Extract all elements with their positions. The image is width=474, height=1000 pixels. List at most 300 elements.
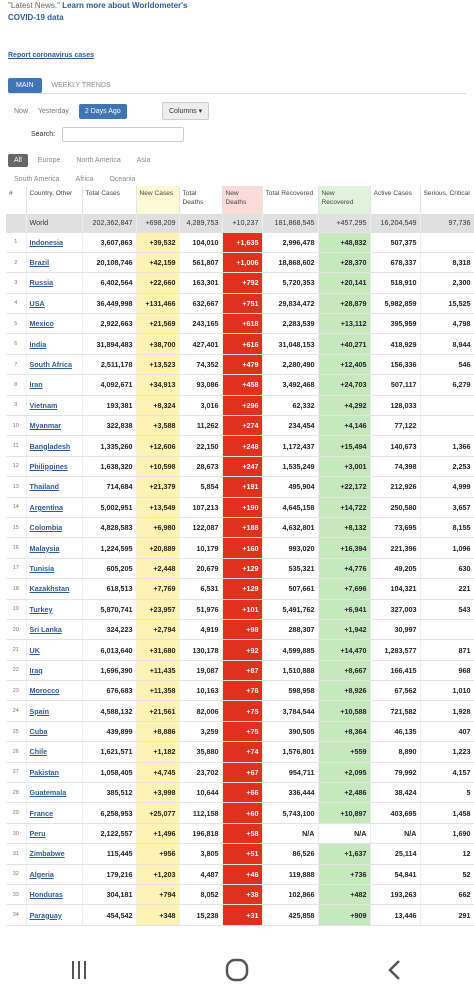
cell-serious-critical: 52 (420, 864, 474, 884)
cell-country[interactable]: Zimbabwe (26, 844, 82, 864)
table-row (6, 273, 474, 293)
cell-total-cases: 6,402,564 (82, 273, 136, 293)
cell-serious-critical: 662 (420, 885, 474, 905)
table-row (6, 395, 474, 415)
cell-serious-critical: 6,279 (420, 375, 474, 395)
cell-country[interactable]: UK (26, 640, 82, 660)
region-filter-north-america[interactable]: North America (76, 157, 121, 164)
cell-serious-critical: 2,300 (420, 273, 474, 293)
cell-total-recovered: 5,720,353 (262, 273, 318, 293)
cell-total-recovered: 29,834,472 (262, 293, 318, 313)
table-row (6, 334, 474, 354)
cell-new-recovered: +22,172 (318, 477, 370, 497)
cell-rank: 7 (6, 354, 26, 374)
cell-new-deaths: +296 (222, 395, 262, 415)
cell-new-recovered: +10,897 (318, 803, 370, 823)
cell-new-deaths: +38 (222, 885, 262, 905)
cell-rank: 1 (6, 232, 26, 252)
cell-new-recovered: +7,696 (318, 579, 370, 599)
cell-total-recovered: 336,444 (262, 783, 318, 803)
table-row (6, 579, 474, 599)
cell-total-cases: 36,449,998 (82, 293, 136, 313)
cell-country[interactable]: Tunisia (26, 558, 82, 578)
cell-country[interactable]: Sri Lanka (26, 619, 82, 639)
table-row (6, 477, 474, 497)
cell-rank: 22 (6, 660, 26, 680)
cell-rank: 25 (6, 721, 26, 741)
cell-active-cases: 67,562 (370, 681, 420, 701)
cell-new-cases: +39,532 (136, 232, 179, 252)
learn-more-link[interactable]: Learn more about Worldometer's COVID-19 data (8, 1, 188, 22)
cell-total-recovered: N/A (262, 823, 318, 843)
tab-yesterday[interactable]: Yesterday (38, 108, 69, 115)
cell-total-cases: 193,381 (82, 395, 136, 415)
cell-total-recovered: 1,535,249 (262, 456, 318, 476)
cell-rank: 21 (6, 640, 26, 660)
cell-new-deaths: +98 (222, 619, 262, 639)
table-row (6, 232, 474, 252)
cell-new-cases: +8,886 (136, 721, 179, 741)
cell-total-cases: 4,828,583 (82, 517, 136, 537)
cell-total-deaths: 4,919 (179, 619, 222, 639)
cell-rank: 6 (6, 334, 26, 354)
cell-country[interactable]: Chile (26, 742, 82, 762)
cell-serious-critical: 1,223 (420, 742, 474, 762)
cell-total-cases: 385,512 (82, 783, 136, 803)
cell-new-recovered: +20,141 (318, 273, 370, 293)
cell-country[interactable]: Vietnam (26, 395, 82, 415)
cell-new-deaths: +618 (222, 314, 262, 334)
table-row (6, 456, 474, 476)
cell-total-deaths: 561,807 (179, 252, 222, 272)
header-new-deaths[interactable]: New Deaths (222, 186, 262, 214)
header-serious-critical[interactable]: Serious, Critical (420, 186, 474, 214)
cell-rank: 28 (6, 783, 26, 803)
cell-new-cases: +2,448 (136, 558, 179, 578)
cell-total-cases: 676,683 (82, 681, 136, 701)
cell-total-deaths: 10,163 (179, 681, 222, 701)
cell-serious-critical: 1,690 (420, 823, 474, 843)
cell-total-cases: 2,511,178 (82, 354, 136, 374)
cell-rank: 20 (6, 619, 26, 639)
cell-new-recovered: +6,941 (318, 599, 370, 619)
cell-total-cases: 4,092,671 (82, 375, 136, 395)
search-input[interactable] (62, 127, 184, 142)
cell-new-cases: +1,203 (136, 864, 179, 884)
table-row (6, 844, 474, 864)
cell-total-recovered: 2,283,539 (262, 314, 318, 334)
cell-serious-critical: 5 (420, 783, 474, 803)
header-total-deaths[interactable]: Total Deaths (179, 186, 222, 214)
cell-total-deaths: 112,158 (179, 803, 222, 823)
header-new-cases[interactable]: New Cases (136, 186, 179, 214)
cell-new-cases: +13,523 (136, 354, 179, 374)
day-tabs (14, 104, 127, 119)
cell-total-cases: 179,216 (82, 864, 136, 884)
cell-serious-critical: 1,096 (420, 538, 474, 558)
cell-total-recovered: 2,996,478 (262, 232, 318, 252)
header-total-cases[interactable]: Total Cases (82, 186, 136, 214)
cell-total-recovered: 425,858 (262, 905, 318, 925)
cell-total-deaths: 107,213 (179, 497, 222, 517)
cell-new-recovered: +909 (318, 905, 370, 925)
table-body (6, 214, 474, 925)
region-filter-asia[interactable]: Asia (136, 157, 151, 164)
cell-serious-critical: 4,157 (420, 762, 474, 782)
table-row (6, 416, 474, 436)
cell-new-recovered: +3,001 (318, 456, 370, 476)
cell-country[interactable]: Cuba (26, 721, 82, 741)
cell-rank: 23 (6, 681, 26, 701)
cell-new-recovered: +736 (318, 864, 370, 884)
cell-country[interactable]: South Africa (26, 354, 82, 374)
cell-new-cases: +34,913 (136, 375, 179, 395)
cell-rank: 26 (6, 742, 26, 762)
cell-country[interactable]: Bangladesh (26, 436, 82, 456)
table-row (6, 497, 474, 517)
cell-new-recovered: +8,667 (318, 660, 370, 680)
cell-total-deaths: 163,301 (179, 273, 222, 293)
cell-total-deaths: 5,854 (179, 477, 222, 497)
cell-total-recovered: 102,866 (262, 885, 318, 905)
cell-total-recovered: 119,888 (262, 864, 318, 884)
cell-rank: 5 (6, 314, 26, 334)
cell-serious-critical (420, 619, 474, 639)
cell-new-deaths: +74 (222, 742, 262, 762)
cell-country[interactable]: Honduras (26, 885, 82, 905)
cell-new-deaths: +60 (222, 803, 262, 823)
cell-country[interactable]: USA (26, 293, 82, 313)
cell-rank: 24 (6, 701, 26, 721)
cell-active-cases: 54,841 (370, 864, 420, 884)
cell-active-cases: 327,003 (370, 599, 420, 619)
cell-serious-critical: 1,458 (420, 803, 474, 823)
cell-country[interactable]: Morocco (26, 681, 82, 701)
cell-active-cases: 518,910 (370, 273, 420, 293)
cell-new-cases: +22,660 (136, 273, 179, 293)
cell-country[interactable]: Argentina (26, 497, 82, 517)
cell-total-recovered: 3,784,544 (262, 701, 318, 721)
cell-country[interactable]: Brazil (26, 252, 82, 272)
cell-new-recovered: +14,722 (318, 497, 370, 517)
cell-new-cases: +956 (136, 844, 179, 864)
cell-new-cases: +7,769 (136, 579, 179, 599)
tab-weekly-trends[interactable]: WEEKLY TRENDS (51, 82, 111, 89)
table-row (6, 375, 474, 395)
cell-country[interactable]: Peru (26, 823, 82, 843)
cell-active-cases: 156,336 (370, 354, 420, 374)
cell-active-cases: 418,929 (370, 334, 420, 354)
cell-total-recovered: 507,661 (262, 579, 318, 599)
cell-serious-critical: 4,999 (420, 477, 474, 497)
cell-serious-critical: 546 (420, 354, 474, 374)
cell-total-deaths: 51,976 (179, 599, 222, 619)
cell-new-recovered: +24,703 (318, 375, 370, 395)
cell-active-cases: 38,424 (370, 783, 420, 803)
home-button[interactable] (207, 950, 267, 990)
cell-new-recovered: +12,405 (318, 354, 370, 374)
cell-total-cases: 714,684 (82, 477, 136, 497)
table-row (6, 619, 474, 639)
back-button[interactable] (365, 950, 425, 990)
cell-serious-critical: 543 (420, 599, 474, 619)
header-new-recovered[interactable]: New Recovered (318, 186, 370, 214)
header-total-recovered[interactable]: Total Recovered (262, 186, 318, 214)
cell-total-recovered: 234,454 (262, 416, 318, 436)
cell-active-cases: 79,992 (370, 762, 420, 782)
header-country[interactable]: Country, Other (26, 186, 82, 214)
cell-total-deaths: 19,087 (179, 660, 222, 680)
cell-country[interactable]: Algeria (26, 864, 82, 884)
cell-total-deaths: 10,644 (179, 783, 222, 803)
cell-total-deaths: 93,086 (179, 375, 222, 395)
cell-total-deaths: 632,667 (179, 293, 222, 313)
region-filter-south-america[interactable]: South America (14, 176, 60, 183)
cell-total-cases: 324,223 (82, 619, 136, 639)
top-note (8, 0, 208, 24)
cell-total-deaths: 11,262 (179, 416, 222, 436)
table-row (6, 640, 474, 660)
cell-serious-critical: 15,525 (420, 293, 474, 313)
table-row (6, 558, 474, 578)
covid-table (6, 186, 474, 926)
cell-serious-critical: 291 (420, 905, 474, 925)
cell-country[interactable]: Myanmar (26, 416, 82, 436)
cell-rank: 29 (6, 803, 26, 823)
table-row (6, 762, 474, 782)
cell-total-deaths: 122,087 (179, 517, 222, 537)
cell-new-deaths: +792 (222, 273, 262, 293)
cell-country[interactable]: France (26, 803, 82, 823)
cell-new-deaths: +129 (222, 579, 262, 599)
cell-total-cases: 618,513 (82, 579, 136, 599)
cell-total-recovered: 1,576,801 (262, 742, 318, 762)
cell-country[interactable]: Mexico (26, 314, 82, 334)
cell-country[interactable]: Pakistan (26, 762, 82, 782)
cell-total-cases: 5,870,741 (82, 599, 136, 619)
cell-rank: 10 (6, 416, 26, 436)
android-nav-bar (0, 940, 474, 1000)
cell-total-recovered: 62,332 (262, 395, 318, 415)
cell-new-cases: +23,957 (136, 599, 179, 619)
cell-new-deaths: +46 (222, 864, 262, 884)
cell-total-recovered: 993,020 (262, 538, 318, 558)
table-row (6, 823, 474, 843)
cell-rank: 15 (6, 517, 26, 537)
cell-new-cases: +38,700 (136, 334, 179, 354)
cell-new-recovered: +10,588 (318, 701, 370, 721)
cell-country[interactable]: Colombia (26, 517, 82, 537)
cell-total-deaths: 104,010 (179, 232, 222, 252)
cell-new-deaths: +188 (222, 517, 262, 537)
region-filter-oceania[interactable]: Oceania (109, 176, 136, 183)
table-row (6, 681, 474, 701)
cell-active-cases: 507,117 (370, 375, 420, 395)
cell-new-recovered: +8,926 (318, 681, 370, 701)
cell-rank (6, 214, 26, 232)
cell-serious-critical: 8,944 (420, 334, 474, 354)
back-icon (383, 958, 407, 982)
cell-rank: 34 (6, 905, 26, 925)
cell-total-deaths: 22,150 (179, 436, 222, 456)
tab-2-days-ago[interactable]: 2 Days Ago (79, 104, 127, 119)
recent-apps-icon (67, 958, 91, 982)
cell-total-deaths: 427,401 (179, 334, 222, 354)
cell-total-deaths: 196,818 (179, 823, 222, 843)
cell-total-cases: 5,002,951 (82, 497, 136, 517)
cell-total-deaths: 15,238 (179, 905, 222, 925)
table-row (6, 517, 474, 537)
cell-active-cases: 128,033 (370, 395, 420, 415)
tab-main[interactable]: MAIN (8, 78, 42, 93)
cell-total-recovered: 1,172,437 (262, 436, 318, 456)
cell-country[interactable]: Kazakhstan (26, 579, 82, 599)
cell-active-cases: 73,695 (370, 517, 420, 537)
cell-new-deaths: +479 (222, 354, 262, 374)
cell-new-cases: +21,561 (136, 701, 179, 721)
report-cases-link[interactable]: Report coronavirus cases (8, 52, 94, 59)
cell-serious-critical (420, 395, 474, 415)
cell-new-cases: +131,466 (136, 293, 179, 313)
cell-total-deaths: 3,805 (179, 844, 222, 864)
cell-country[interactable]: Guatemala (26, 783, 82, 803)
cell-new-deaths: +160 (222, 538, 262, 558)
cell-rank: 4 (6, 293, 26, 313)
cell-serious-critical: 8,155 (420, 517, 474, 537)
table-row (6, 252, 474, 272)
cell-country[interactable]: Indonesia (26, 232, 82, 252)
cell-country: World (26, 214, 82, 232)
cell-new-cases: +20,889 (136, 538, 179, 558)
cell-total-cases: 605,205 (82, 558, 136, 578)
cell-country[interactable]: Iraq (26, 660, 82, 680)
cell-rank: 18 (6, 579, 26, 599)
cell-rank: 3 (6, 273, 26, 293)
cell-total-deaths: 23,702 (179, 762, 222, 782)
cell-country[interactable]: Turkey (26, 599, 82, 619)
cell-total-deaths: 243,165 (179, 314, 222, 334)
table-row (6, 660, 474, 680)
cell-total-cases: 304,181 (82, 885, 136, 905)
cell-total-recovered: 2,280,490 (262, 354, 318, 374)
region-filter-europe[interactable]: Europe (37, 157, 61, 164)
header-rank[interactable]: # (6, 186, 26, 214)
cell-new-cases: +1,496 (136, 823, 179, 843)
cell-total-recovered: 86,526 (262, 844, 318, 864)
cell-total-recovered: 1,510,888 (262, 660, 318, 680)
cell-country[interactable]: Iran (26, 375, 82, 395)
table-row (6, 742, 474, 762)
cell-total-deaths: 6,531 (179, 579, 222, 599)
tab-divider (8, 93, 466, 94)
cell-rank: 31 (6, 844, 26, 864)
cell-total-deaths: 3,259 (179, 721, 222, 741)
table-row (6, 436, 474, 456)
cell-total-cases: 1,058,405 (82, 762, 136, 782)
cell-new-deaths: +75 (222, 721, 262, 741)
recent-apps-button[interactable] (49, 950, 109, 990)
cell-new-recovered: +4,776 (318, 558, 370, 578)
cell-country[interactable]: Spain (26, 701, 82, 721)
cell-country[interactable]: Thailand (26, 477, 82, 497)
cell-serious-critical: 3,657 (420, 497, 474, 517)
cell-rank: 32 (6, 864, 26, 884)
cell-new-recovered: +15,494 (318, 436, 370, 456)
cell-total-recovered: 4,599,885 (262, 640, 318, 660)
region-filters (8, 154, 208, 186)
cell-total-cases: 31,894,483 (82, 334, 136, 354)
cell-active-cases: 13,446 (370, 905, 420, 925)
cell-total-cases: 1,696,390 (82, 660, 136, 680)
cell-active-cases: 166,415 (370, 660, 420, 680)
header-active-cases[interactable]: Active Cases (370, 186, 420, 214)
cell-country[interactable]: Paraguay (26, 905, 82, 925)
cell-serious-critical (420, 232, 474, 252)
cell-total-recovered: 954,711 (262, 762, 318, 782)
cell-new-recovered: +1,637 (318, 844, 370, 864)
cell-rank: 16 (6, 538, 26, 558)
cell-total-recovered: 390,505 (262, 721, 318, 741)
cell-new-cases: +10,598 (136, 456, 179, 476)
cell-total-recovered: 5,743,100 (262, 803, 318, 823)
cell-new-cases: +4,745 (136, 762, 179, 782)
cell-active-cases: 77,122 (370, 416, 420, 436)
cell-total-cases: 4,588,132 (82, 701, 136, 721)
cell-country[interactable]: Philippines (26, 456, 82, 476)
cell-active-cases: 193,263 (370, 885, 420, 905)
cell-new-recovered: +482 (318, 885, 370, 905)
cell-new-deaths: +1,006 (222, 252, 262, 272)
cell-active-cases: 507,375 (370, 232, 420, 252)
cell-new-deaths: +92 (222, 640, 262, 660)
cell-new-deaths: +129 (222, 558, 262, 578)
cell-total-deaths: 130,178 (179, 640, 222, 660)
cell-total-deaths: 82,006 (179, 701, 222, 721)
cell-active-cases: 1,283,577 (370, 640, 420, 660)
columns-button[interactable]: Columns ▾ (162, 102, 209, 120)
cell-country[interactable]: Malaysia (26, 538, 82, 558)
cell-active-cases: 403,695 (370, 803, 420, 823)
cell-serious-critical: 97,736 (420, 214, 474, 232)
cell-serious-critical: 871 (420, 640, 474, 660)
cell-active-cases: 221,396 (370, 538, 420, 558)
region-filter-africa[interactable]: Africa (75, 176, 94, 183)
cell-serious-critical (420, 416, 474, 436)
cell-new-cases: +13,549 (136, 497, 179, 517)
cell-total-cases: 20,108,746 (82, 252, 136, 272)
cell-country[interactable]: India (26, 334, 82, 354)
tab-now[interactable]: Now (14, 108, 29, 115)
cell-total-deaths: 20,679 (179, 558, 222, 578)
table-row (6, 599, 474, 619)
region-filter-all[interactable]: All (8, 154, 28, 167)
cell-new-recovered: +4,292 (318, 395, 370, 415)
cell-new-recovered: +48,832 (318, 232, 370, 252)
cell-total-recovered: 4,645,158 (262, 497, 318, 517)
cell-active-cases: 104,321 (370, 579, 420, 599)
cell-total-recovered: 4,632,801 (262, 517, 318, 537)
cell-new-cases: +3,588 (136, 416, 179, 436)
table-row (6, 905, 474, 925)
cell-new-recovered: +28,370 (318, 252, 370, 272)
cell-country[interactable]: Russia (26, 273, 82, 293)
cell-rank: 9 (6, 395, 26, 415)
cell-total-cases: 322,838 (82, 416, 136, 436)
table-row (6, 293, 474, 313)
cell-new-deaths: +58 (222, 823, 262, 843)
cell-new-deaths: +458 (222, 375, 262, 395)
table-row (6, 354, 474, 374)
